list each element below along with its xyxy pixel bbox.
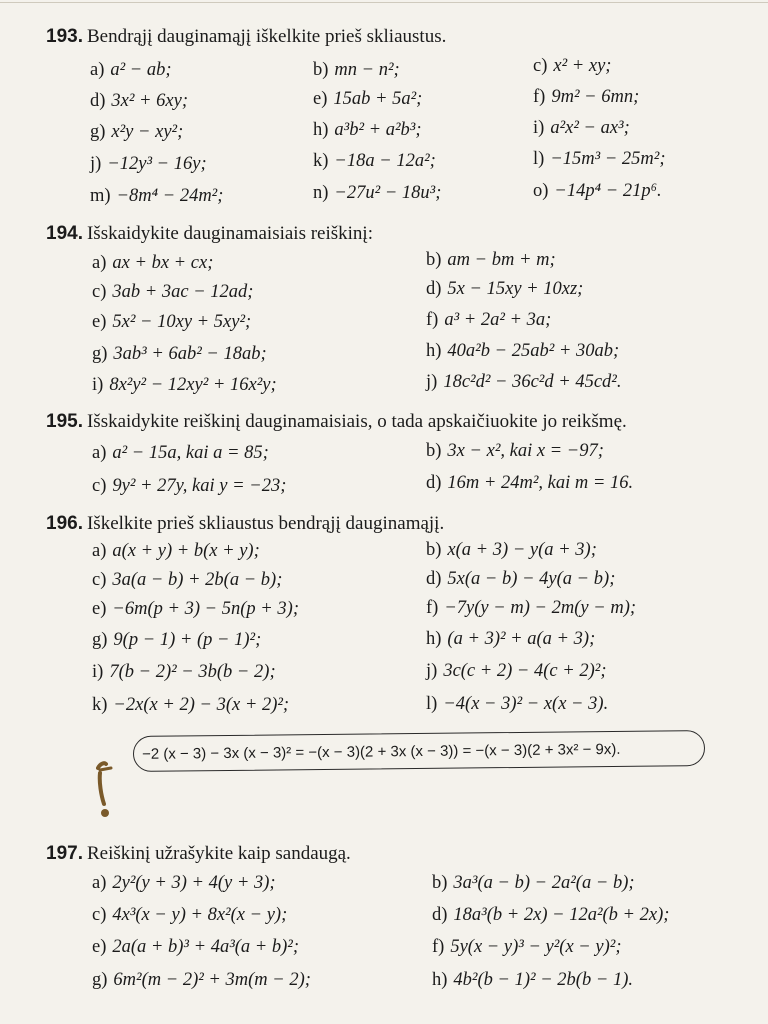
item-193-o: o) −14p⁴ − 21p⁶. — [533, 181, 662, 201]
item-197-e: e) 2a(a + b)³ + 4a³(a + b)²; — [92, 937, 300, 957]
item-194-d: d) 5x − 15xy + 10xz; — [426, 279, 584, 299]
item-197-f: f) 5y(x − y)³ − y²(x − y)²; — [432, 937, 622, 957]
item-194-c: c) 3ab + 3ac − 12ad; — [92, 282, 254, 302]
item-194-g: g) 3ab³ + 6ab² − 18ab; — [92, 344, 267, 364]
item-193-k: k) −18a − 12a²; — [313, 151, 436, 171]
exercise-196-title: 196. Iškelkite prieš skliaustus bendrąjį dauginamąjį. — [46, 513, 445, 534]
item-196-l: l) −4(x − 3)² − x(x − 3). — [426, 694, 609, 714]
item-194-e: e) 5x² − 10xy + 5xy²; — [92, 312, 252, 332]
item-193-i: i) a²x² − ax³; — [533, 118, 630, 138]
exercise-194-title: 194. Išskaidykite dauginamaisiais reiškinį: — [46, 223, 373, 244]
item-194-b: b) am − bm + m; — [426, 250, 556, 270]
item-193-c: c) x² + xy; — [533, 56, 612, 76]
item-196-i: i) 7(b − 2)² − 3b(b − 2); — [92, 662, 276, 682]
item-193-n: n) −27u² − 18u³; — [313, 183, 442, 203]
exercise-193-title — [46, 26, 446, 48]
item-194-h: h) 40a²b − 25ab² + 30ab; — [426, 341, 620, 361]
item-194-j: j) 18c²d² − 36c²d + 45cd². — [426, 372, 622, 392]
item-197-b: b) 3a³(a − b) − 2a²(a − b); — [432, 873, 635, 893]
item-193-e: e) 15ab + 5a²; — [313, 89, 423, 109]
item-193-d: d) 3x² + 6xy; — [90, 91, 188, 111]
item-193-h: h) a³b² + a²b³; — [313, 120, 422, 140]
item-193-j: j) −12y³ − 16y; — [90, 154, 207, 174]
item-195-b: b) 3x − x², kai x = −97; — [426, 441, 604, 461]
item-193-g: g) x²y − xy²; — [90, 122, 184, 142]
item-195-c: c) 9y² + 27y, kai y = −23; — [92, 476, 287, 496]
handwritten-solution-note: −2 (x − 3) − 3x (x − 3)² = −(x − 3)(2 + 3x (x − 3)) = −(x − 3)(2 + 3x² − 9x). — [133, 730, 705, 772]
item-196-k: k) −2x(x + 2) − 3(x + 2)²; — [92, 695, 290, 715]
item-194-i: i) 8x²y² − 12xy² + 16x²y; — [92, 375, 277, 395]
item-196-d: d) 5x(a − b) − 4y(a − b); — [426, 569, 616, 589]
exercise-195-title: 195. Išskaidykite reiškinį dauginamaisiais, o tada apskaičiuokite jo reikšmę. — [46, 411, 627, 432]
item-195-a: a) a² − 15a, kai a = 85; — [92, 443, 269, 463]
item-196-e: e) −6m(p + 3) − 5n(p + 3); — [92, 599, 299, 619]
item-196-a: a) a(x + y) + b(x + y); — [92, 541, 260, 561]
item-197-a: a) 2y²(y + 3) + 4(y + 3); — [92, 873, 276, 893]
exclamation-mark-icon — [96, 740, 122, 820]
item-196-g: g) 9(p − 1) + (p − 1)²; — [92, 630, 262, 650]
item-196-f: f) −7y(y − m) − 2m(y − m); — [426, 598, 637, 618]
item-196-c: c) 3a(a − b) + 2b(a − b); — [92, 570, 283, 590]
item-193-l: l) −15m³ − 25m²; — [533, 149, 666, 169]
item-193-f: f) 9m² − 6mn; — [533, 87, 640, 107]
item-193-a: a) a² − ab; — [90, 60, 172, 80]
item-194-a: a) ax + bx + cx; — [92, 253, 214, 273]
item-196-b: b) x(a + 3) − y(a + 3); — [426, 540, 597, 560]
item-195-d: d) 16m + 24m², kai m = 16. — [426, 473, 634, 493]
item-194-f: f) a³ + 2a² + 3a; — [426, 310, 552, 330]
item-196-j: j) 3c(c + 2) − 4(c + 2)²; — [426, 661, 607, 681]
item-193-b: b) mn − n²; — [313, 60, 400, 80]
exercise-number: 193. — [46, 26, 83, 47]
item-197-g: g) 6m²(m − 2)² + 3m(m − 2); — [92, 970, 311, 990]
exercise-197-title: 197. Reiškinį užrašykite kaip sandaugą. — [46, 843, 351, 864]
item-197-d: d) 18a³(b + 2x) − 12a²(b + 2x); — [432, 905, 670, 925]
item-197-h: h) 4b²(b − 1)² − 2b(b − 1). — [432, 970, 633, 990]
exercise-instruction: Bendrąjį dauginamąjį iškelkite prieš skliaustus. — [86, 26, 447, 47]
item-193-m: m) −8m⁴ − 24m²; — [90, 186, 224, 206]
item-197-c: c) 4x³(x − y) + 8x²(x − y); — [92, 905, 288, 925]
top-rule — [0, 2, 768, 3]
item-196-h: h) (a + 3)² + a(a + 3); — [426, 629, 596, 649]
